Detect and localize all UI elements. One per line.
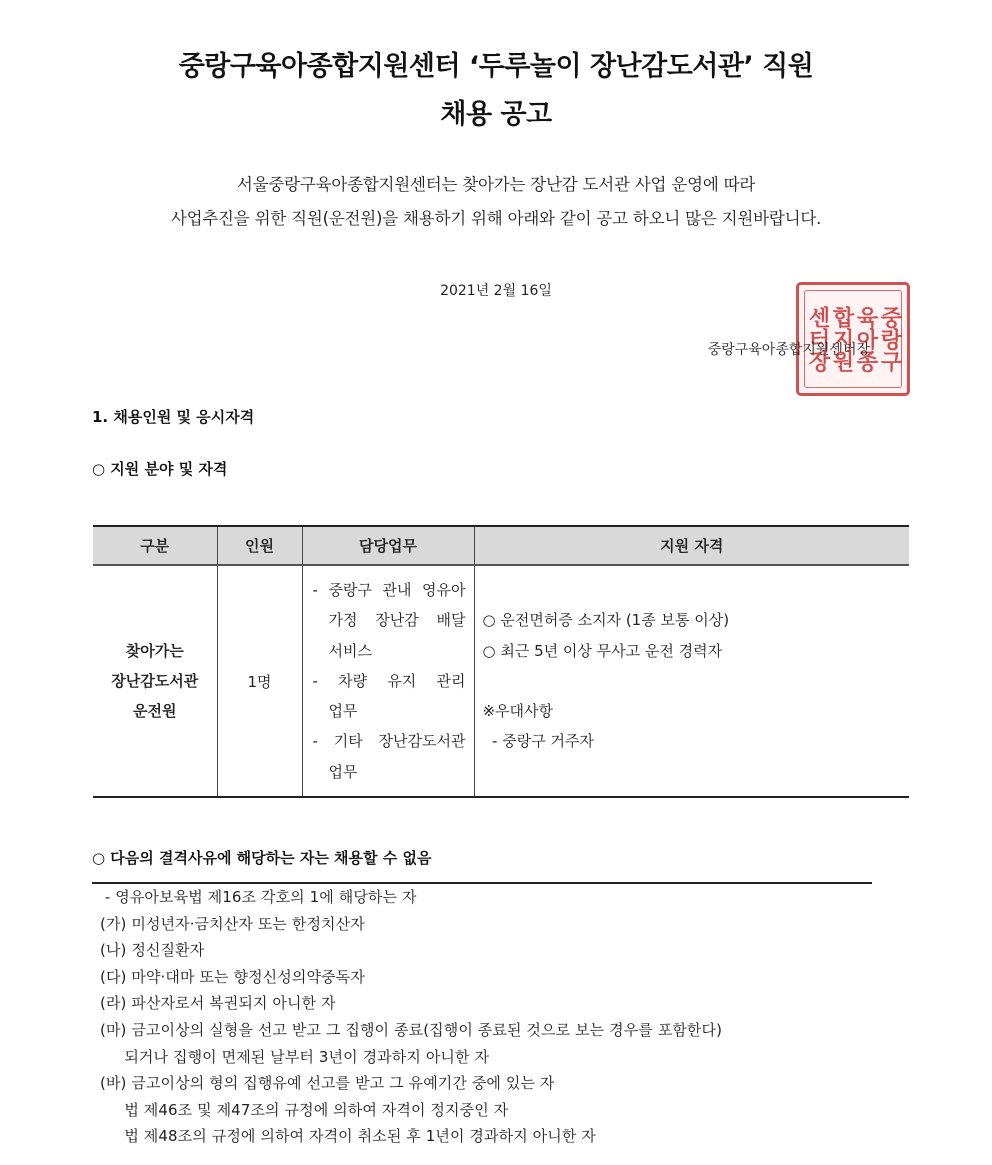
- issuer-name: 중랑구육아종합지원센터장: [707, 342, 870, 358]
- intro-line-2: 사업추진을 위한 직원(운전원)을 채용하기 위해 아래와 같이 공고 하오니 많은 지원바랍니다.: [170, 209, 822, 228]
- qualification-line: ※우대사항: [482, 702, 554, 721]
- category-line: 운전원: [133, 702, 177, 720]
- table-header-cell: 담당업무: [302, 526, 474, 565]
- qualification-spacer: [483, 666, 910, 696]
- qualification-line: - 중랑구 거주자: [482, 732, 594, 751]
- section-subheading: ○ 지원 분야 및 자격: [92, 460, 228, 478]
- table-header-cell: 인원: [217, 526, 302, 565]
- duty-line: 업무: [328, 762, 358, 781]
- list-item: 되거나 집행이 면제된 날부터 3년이 경과하지 아니한 자: [100, 1047, 490, 1066]
- seal-text-column: 육아종: [853, 306, 878, 372]
- table-header-cell: 지원 자격: [474, 526, 909, 565]
- qualification-line: ○ 최근 5년 이상 무사고 운전 경력자: [482, 641, 723, 660]
- list-item: (나) 정신질환자: [100, 941, 205, 960]
- duty-line: 업무: [328, 702, 358, 721]
- duties-cell: [302, 565, 474, 797]
- qualifications-cell: [474, 565, 909, 797]
- duty-line: 가정 장난감 배달: [328, 611, 466, 630]
- disqualification-list: [100, 884, 722, 1150]
- category-cell: [93, 565, 217, 797]
- page-title: 중랑구육아종합지원센터 ‘두루놀이 장난감도서관’ 직원: [178, 51, 814, 82]
- list-item: 법 제46조 및 제47조의 규정에 의하여 자격이 정지중인 자: [100, 1100, 509, 1119]
- intro-line-1: 서울중랑구육아종합지원센터는 찾아가는 장난감 도서관 사업 운영에 따라: [236, 175, 756, 194]
- category-line: 찾아가는: [125, 642, 184, 660]
- recruitment-table: [93, 525, 909, 798]
- duty-line: - 기타 장난감도서관: [312, 732, 466, 751]
- list-item: (바) 금고이상의 형의 집행유예 선고를 받고 그 유예기간 중에 있는 자: [100, 1074, 555, 1093]
- page-subtitle: 채용 공고: [440, 99, 552, 130]
- disqualification-heading: ○ 다음의 결격사유에 해당하는 자는 채용할 수 없음: [92, 849, 432, 867]
- list-item: - 영유아보육법 제16조 각호의 1에 해당하는 자: [100, 888, 417, 906]
- list-item: (라) 파산자로서 복권되지 아니한 자: [100, 994, 336, 1013]
- table-row: [93, 565, 909, 797]
- list-item: (가) 미성년자·금치산자 또는 한정치산자: [100, 914, 365, 933]
- duty-line: - 중랑구 관내 영유아: [312, 581, 466, 600]
- duty-line: 서비스: [328, 641, 372, 660]
- table-header-cell: 구분: [93, 526, 217, 565]
- headcount-cell: 1명: [217, 565, 302, 797]
- table-header-row: [93, 526, 909, 565]
- qualification-line: ○ 운전면허증 소지자 (1종 보통 이상): [482, 611, 730, 630]
- list-item: (마) 금고이상의 실형을 선고 받고 그 집행이 종료(집행이 종료된 것으로 보는 경우를 포함한다): [100, 1020, 723, 1039]
- list-item: 법 제48조의 규정에 의하여 자격이 취소된 후 1년이 경과하지 아니한 자: [100, 1127, 596, 1146]
- seal-text-column: 센터장: [805, 306, 830, 372]
- category-line: 장난감도서관: [111, 672, 199, 690]
- section-heading: 1. 채용인원 및 응시자격: [92, 408, 255, 426]
- duty-line: - 차량 유지 관리: [312, 671, 466, 690]
- list-item: (다) 마약·대마 또는 향정신성의약중독자: [100, 967, 365, 986]
- announcement-date: 2021년 2월 16일: [440, 283, 552, 299]
- seal-text-column: 중랑구: [877, 306, 902, 372]
- seal-text-column: 합지원: [829, 306, 854, 372]
